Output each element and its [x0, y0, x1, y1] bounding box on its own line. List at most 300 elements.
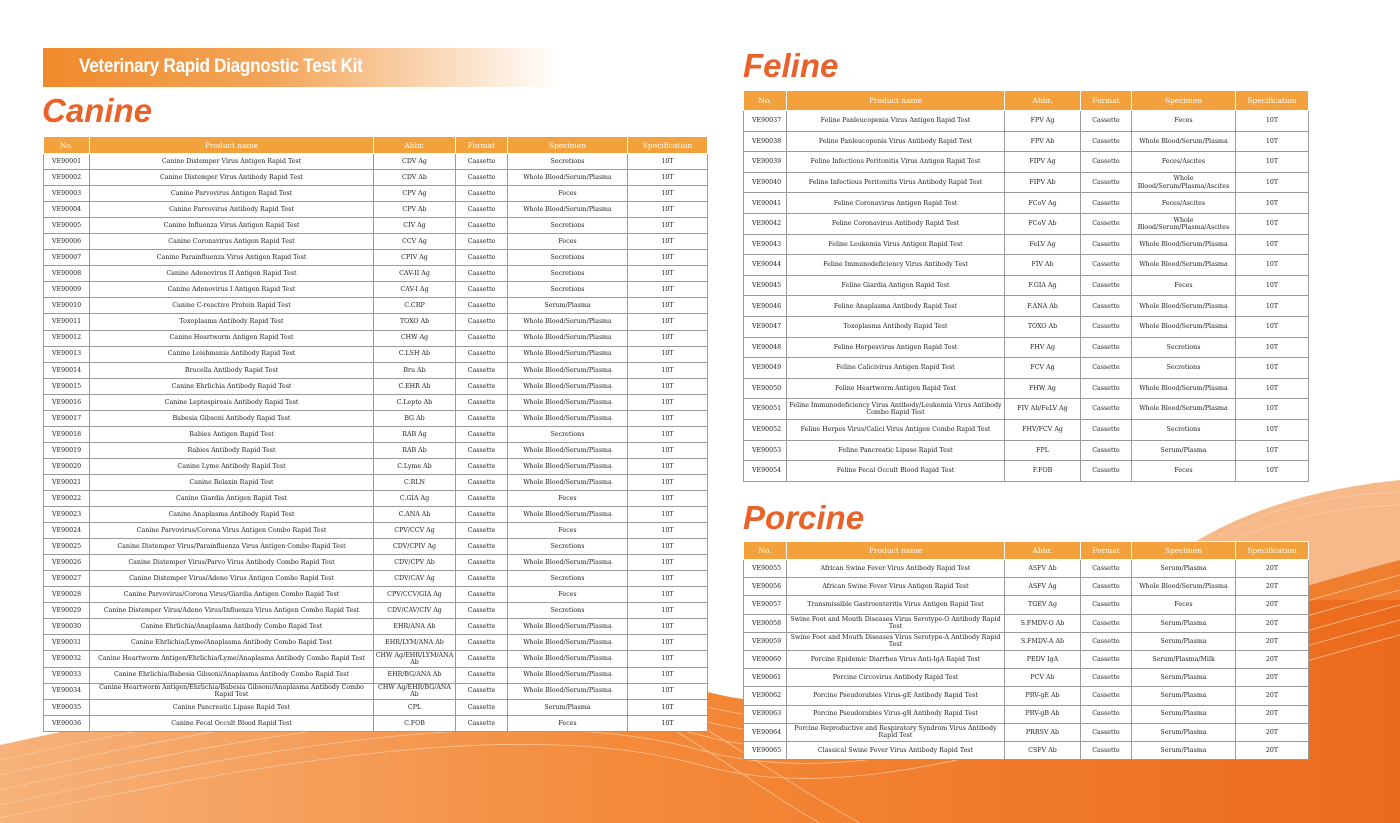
product-number: VE90001 [44, 154, 90, 170]
product-format: Cassette [1081, 461, 1132, 482]
table-row [744, 337, 1309, 358]
product-number: VE90022 [44, 490, 90, 506]
product-name: Canine Fecal Occult Blood Rapid Test [90, 715, 374, 731]
product-abbr: CIV Ag [374, 218, 456, 234]
product-specimen: Serum/Plasma [508, 699, 628, 715]
product-specimen: Feces/Ascites [1132, 152, 1236, 173]
product-specification: 10T [628, 555, 708, 571]
product-number: VE90043 [744, 234, 787, 255]
product-specimen: Whole Blood/Serum/Plasma [508, 202, 628, 218]
product-format: Cassette [456, 378, 508, 394]
product-specimen: Secretions [508, 218, 628, 234]
product-abbr: CSFV Ab [1005, 741, 1081, 759]
product-format: Cassette [456, 314, 508, 330]
product-abbr: CPV Ag [374, 186, 456, 202]
product-number: VE90011 [44, 314, 90, 330]
table-row [44, 426, 708, 442]
product-specification: 20T [1236, 687, 1309, 705]
product-name: Feline Coronavirus Antigen Rapid Test [787, 193, 1005, 214]
table-row [44, 603, 708, 619]
table-row [744, 378, 1309, 399]
product-format: Cassette [456, 474, 508, 490]
product-specimen: Serum/Plasma [1132, 741, 1236, 759]
product-abbr: C.LSH Ab [374, 346, 456, 362]
product-format: Cassette [456, 715, 508, 731]
table-row [744, 234, 1309, 255]
product-number: VE90034 [44, 683, 90, 699]
product-number: VE90014 [44, 362, 90, 378]
table-row [44, 170, 708, 186]
product-specification: 10T [628, 426, 708, 442]
col-product-name-header: Product name [90, 137, 374, 154]
product-abbr: PEDV IgA [1005, 650, 1081, 668]
product-name: Canine Parvovirus/Corona Virus/Giardia Antigen Combo Rapid Test [90, 587, 374, 603]
product-format: Cassette [456, 539, 508, 555]
table-row [744, 255, 1309, 276]
product-specimen: Whole Blood/Serum/Plasma [508, 507, 628, 523]
col-no-header: No. [744, 91, 787, 111]
product-number: VE90024 [44, 523, 90, 539]
product-name: Canine Distemper Virus Antibody Rapid Test [90, 170, 374, 186]
product-specification: 10T [628, 587, 708, 603]
product-specimen: Feces [508, 587, 628, 603]
product-abbr: EHR/LYM/ANA Ab [374, 635, 456, 651]
product-number: VE90052 [744, 419, 787, 440]
product-abbr: CHW Ag/EHR/LYM/ANA Ab [374, 651, 456, 667]
table-row [44, 523, 708, 539]
product-specification: 10T [628, 362, 708, 378]
product-name: Canine Heartworm Antigen/Ehrlichia/Lyme/Anaplasma Antibody Combo Rapid Test [90, 651, 374, 667]
product-number: VE90039 [744, 152, 787, 173]
product-name: Canine Leptospirosis Antibody Rapid Test [90, 394, 374, 410]
col-format-header: Format [1081, 91, 1132, 111]
product-specimen: Whole Blood/Serum/Plasma [508, 362, 628, 378]
product-number: VE90063 [744, 705, 787, 723]
product-name: Canine Parvovirus Antigen Rapid Test [90, 186, 374, 202]
product-specification: 10T [628, 266, 708, 282]
col-format-header: Format [1081, 542, 1132, 560]
product-number: VE90018 [44, 426, 90, 442]
product-number: VE90025 [44, 539, 90, 555]
product-number: VE90012 [44, 330, 90, 346]
product-name: Canine Ehrlichia Antibody Rapid Test [90, 378, 374, 394]
product-format: Cassette [1081, 440, 1132, 461]
product-specimen: Secretions [1132, 337, 1236, 358]
product-specification: 10T [628, 410, 708, 426]
product-abbr: FIPV Ag [1005, 152, 1081, 173]
product-abbr: FPV Ag [1005, 111, 1081, 132]
product-specimen: Whole Blood/Serum/Plasma [508, 667, 628, 683]
table-row [44, 298, 708, 314]
product-specimen: Whole Blood/Serum/Plasma [508, 330, 628, 346]
product-name: Toxoplasma Antibody Rapid Test [787, 316, 1005, 337]
product-format: Cassette [456, 234, 508, 250]
table-row [44, 250, 708, 266]
product-abbr: CHW Ag [374, 330, 456, 346]
product-specification: 10T [628, 170, 708, 186]
table-row [44, 218, 708, 234]
product-name: African Swine Fever Virus Antigen Rapid Test [787, 578, 1005, 596]
product-name: Porcine Pseudorabies Virus-gE Antibody Rapid Test [787, 687, 1005, 705]
product-format: Cassette [1081, 632, 1132, 650]
product-number: VE90004 [44, 202, 90, 218]
table-row [44, 490, 708, 506]
table-header-row [744, 542, 1309, 560]
table-row [44, 571, 708, 587]
table-row [744, 560, 1309, 578]
product-format: Cassette [456, 250, 508, 266]
table-row [44, 234, 708, 250]
product-specification: 20T [1236, 596, 1309, 614]
product-number: VE90045 [744, 275, 787, 296]
product-name: Feline Giardia Antigen Rapid Test [787, 275, 1005, 296]
product-number: VE90038 [744, 131, 787, 152]
product-specimen: Whole Blood/Serum/Plasma [508, 635, 628, 651]
table-row [744, 687, 1309, 705]
product-specification: 10T [628, 442, 708, 458]
product-format: Cassette [1081, 337, 1132, 358]
product-specification: 10T [628, 378, 708, 394]
product-specimen: Serum/Plasma [1132, 614, 1236, 632]
product-name: Babesia Gibsoni Antibody Rapid Test [90, 410, 374, 426]
product-specimen: Feces [1132, 596, 1236, 614]
product-specimen: Feces [508, 186, 628, 202]
product-number: VE90053 [744, 440, 787, 461]
product-specification: 10T [628, 635, 708, 651]
page-title: Veterinary Rapid Diagnostic Test Kit [79, 56, 363, 77]
col-specimen-header: Specimen [1132, 91, 1236, 111]
product-abbr: PCV Ab [1005, 669, 1081, 687]
product-name: Canine Heartworm Antigen/Ehrlichia/Babesia Gibsoni/Anaplasma Antibody Combo Rapid Test [90, 683, 374, 699]
product-specification: 10T [1236, 316, 1309, 337]
product-format: Cassette [1081, 275, 1132, 296]
product-specification: 10T [1236, 255, 1309, 276]
table-row [44, 394, 708, 410]
product-abbr: CPL [374, 699, 456, 715]
product-specification: 20T [1236, 614, 1309, 632]
product-format: Cassette [1081, 131, 1132, 152]
product-abbr: CDV/CPIV Ag [374, 539, 456, 555]
product-specimen: Secretions [508, 571, 628, 587]
product-format: Cassette [456, 410, 508, 426]
product-number: VE90048 [744, 337, 787, 358]
product-name: Feline Immunodeficiency Virus Antibody/Leukemia Virus Antibody Combo Rapid Test [787, 399, 1005, 420]
product-format: Cassette [456, 699, 508, 715]
product-specification: 10T [628, 683, 708, 699]
product-specification: 10T [1236, 172, 1309, 193]
table-row [44, 266, 708, 282]
product-specification: 10T [628, 218, 708, 234]
product-abbr: FCoV Ag [1005, 193, 1081, 214]
product-number: VE90046 [744, 296, 787, 317]
product-number: VE90035 [44, 699, 90, 715]
product-name: Feline Anaplasma Antibody Rapid Test [787, 296, 1005, 317]
product-specimen: Secretions [508, 603, 628, 619]
product-specification: 10T [628, 458, 708, 474]
product-abbr: CPV/CCV/GIA Ag [374, 587, 456, 603]
product-name: Canine Lyme Antibody Rapid Test [90, 458, 374, 474]
product-name: Canine Ehrlichia/Babesia Gibsoni/Anaplasma Antibody Combo Rapid Test [90, 667, 374, 683]
product-abbr: RAB Ag [374, 426, 456, 442]
product-specification: 10T [628, 250, 708, 266]
product-abbr: FIPV Ab [1005, 172, 1081, 193]
product-name: Canine Distemper Virus Antigen Rapid Test [90, 154, 374, 170]
product-specimen: Serum/Plasma [1132, 632, 1236, 650]
product-name: Feline Panleucopenia Virus Antigen Rapid Test [787, 111, 1005, 132]
product-specification: 10T [1236, 152, 1309, 173]
product-name: Canine Distemper Virus/Parvo Virus Antibody Combo Rapid Test [90, 555, 374, 571]
product-specimen: Feces [508, 234, 628, 250]
porcine-section-title: Porcine [743, 499, 865, 536]
product-format: Cassette [456, 603, 508, 619]
table-row [744, 275, 1309, 296]
product-format: Cassette [1081, 399, 1132, 420]
product-number: VE90057 [744, 596, 787, 614]
product-name: Swine Foot and Mouth Diseases Virus Serotype-O Antibody Rapid Test [787, 614, 1005, 632]
table-row [44, 362, 708, 378]
product-specification: 20T [1236, 560, 1309, 578]
product-specimen: Whole Blood/Serum/Plasma [1132, 255, 1236, 276]
product-name: Feline Calicivirus Antigen Rapid Test [787, 358, 1005, 379]
product-number: VE90051 [744, 399, 787, 420]
canine-section-title: Canine [42, 92, 153, 129]
product-abbr: CDV/CAV Ag [374, 571, 456, 587]
product-number: VE90005 [44, 218, 90, 234]
col-no-header: No. [44, 137, 90, 154]
table-row [44, 458, 708, 474]
product-specification: 20T [1236, 578, 1309, 596]
product-abbr: ASFV Ag [1005, 578, 1081, 596]
product-specimen: Feces/Ascites [1132, 193, 1236, 214]
product-format: Cassette [456, 218, 508, 234]
product-format: Cassette [456, 266, 508, 282]
product-format: Cassette [1081, 419, 1132, 440]
product-format: Cassette [1081, 193, 1132, 214]
table-row [744, 316, 1309, 337]
product-format: Cassette [456, 490, 508, 506]
product-specimen: Secretions [508, 266, 628, 282]
product-format: Cassette [1081, 560, 1132, 578]
product-abbr: S.FMDV-A Ab [1005, 632, 1081, 650]
porcine-product-table [743, 541, 1309, 760]
product-number: VE90062 [744, 687, 787, 705]
table-row [44, 410, 708, 426]
product-abbr: C.CRP [374, 298, 456, 314]
product-number: VE90047 [744, 316, 787, 337]
product-format: Cassette [1081, 596, 1132, 614]
product-abbr: C.FOB [374, 715, 456, 731]
product-format: Cassette [456, 202, 508, 218]
product-specimen: Whole Blood/Serum/Plasma [508, 458, 628, 474]
product-specification: 10T [1236, 193, 1309, 214]
product-abbr: F.GIA Ag [1005, 275, 1081, 296]
product-specimen: Serum/Plasma [1132, 723, 1236, 741]
product-abbr: C.GIA Ag [374, 490, 456, 506]
product-specification: 10T [1236, 296, 1309, 317]
product-specification: 10T [1236, 213, 1309, 234]
product-abbr: C.ANA Ab [374, 507, 456, 523]
product-abbr: S.FMDV-O Ab [1005, 614, 1081, 632]
col-abbr-header: Abbr. [374, 137, 456, 154]
table-row [44, 346, 708, 362]
product-abbr: EHR/ANA Ab [374, 619, 456, 635]
product-format: Cassette [1081, 687, 1132, 705]
table-row [44, 555, 708, 571]
product-specification: 20T [1236, 723, 1309, 741]
product-number: VE90013 [44, 346, 90, 362]
product-format: Cassette [1081, 578, 1132, 596]
table-row [44, 202, 708, 218]
table-row [44, 539, 708, 555]
product-specimen: Serum/Plasma [1132, 560, 1236, 578]
product-specification: 20T [1236, 705, 1309, 723]
table-row [44, 619, 708, 635]
table-row [744, 578, 1309, 596]
product-specification: 10T [628, 330, 708, 346]
product-specimen: Serum/Plasma [508, 298, 628, 314]
product-name: Canine Ehrlichia/Anaplasma Antibody Combo Rapid Test [90, 619, 374, 635]
product-name: Canine Relaxin Rapid Test [90, 474, 374, 490]
product-number: VE90007 [44, 250, 90, 266]
product-specification: 10T [628, 346, 708, 362]
product-format: Cassette [456, 683, 508, 699]
product-specification: 10T [1236, 440, 1309, 461]
product-format: Cassette [456, 170, 508, 186]
table-row [744, 213, 1309, 234]
product-number: VE90040 [744, 172, 787, 193]
product-number: VE90065 [744, 741, 787, 759]
table-row [44, 330, 708, 346]
product-specimen: Whole Blood/Serum/Plasma [508, 474, 628, 490]
product-number: VE90031 [44, 635, 90, 651]
product-format: Cassette [1081, 213, 1132, 234]
product-abbr: CDV Ab [374, 170, 456, 186]
product-specimen: Secretions [508, 282, 628, 298]
product-format: Cassette [456, 330, 508, 346]
product-specification: 10T [1236, 275, 1309, 296]
table-row [44, 474, 708, 490]
product-name: Rabies Antigen Rapid Test [90, 426, 374, 442]
product-specification: 10T [628, 603, 708, 619]
product-specimen: Whole Blood/Serum/Plasma [508, 555, 628, 571]
product-format: Cassette [1081, 172, 1132, 193]
product-number: VE90019 [44, 442, 90, 458]
col-no-header: No. [744, 542, 787, 560]
table-row [744, 131, 1309, 152]
product-format: Cassette [456, 651, 508, 667]
product-number: VE90020 [44, 458, 90, 474]
product-format: Cassette [456, 571, 508, 587]
product-number: VE90021 [44, 474, 90, 490]
product-specification: 10T [628, 619, 708, 635]
table-row [744, 152, 1309, 173]
product-abbr: CDV/CAV/CIV Ag [374, 603, 456, 619]
product-number: VE90023 [44, 507, 90, 523]
table-row [744, 419, 1309, 440]
product-name: African Swine Fever Virus Antibody Rapid Test [787, 560, 1005, 578]
product-format: Cassette [1081, 378, 1132, 399]
product-abbr: F.ANA Ab [1005, 296, 1081, 317]
product-format: Cassette [456, 298, 508, 314]
table-row [744, 461, 1309, 482]
table-row [44, 651, 708, 667]
product-name: Canine Ehrlichia/Lyme/Anaplasma Antibody Combo Rapid Test [90, 635, 374, 651]
product-abbr: F.FOB [1005, 461, 1081, 482]
product-name: Canine Heartworm Antigen Rapid Test [90, 330, 374, 346]
product-specimen: Whole Blood/Serum/Plasma [508, 378, 628, 394]
product-number: VE90029 [44, 603, 90, 619]
product-specification: 10T [628, 699, 708, 715]
product-name: Feline Heartworm Antigen Rapid Test [787, 378, 1005, 399]
product-number: VE90033 [44, 667, 90, 683]
product-abbr: BG Ab [374, 410, 456, 426]
product-number: VE90055 [744, 560, 787, 578]
product-format: Cassette [456, 523, 508, 539]
product-format: Cassette [456, 442, 508, 458]
product-format: Cassette [456, 458, 508, 474]
product-number: VE90036 [44, 715, 90, 731]
product-specification: 10T [628, 667, 708, 683]
product-abbr: PRRSV Ab [1005, 723, 1081, 741]
table-row [744, 723, 1309, 741]
product-specimen: Whole Blood/Serum/Plasma [508, 346, 628, 362]
product-specimen: Feces [508, 490, 628, 506]
product-specimen: Whole Blood/Serum/Plasma [508, 394, 628, 410]
table-row [744, 669, 1309, 687]
product-specimen: Secretions [508, 539, 628, 555]
product-number: VE90027 [44, 571, 90, 587]
product-specimen: Serum/Plasma [1132, 705, 1236, 723]
product-number: VE90032 [44, 651, 90, 667]
product-specification: 10T [628, 298, 708, 314]
table-row [744, 741, 1309, 759]
product-name: Feline Immunodeficiency Virus Antibody Test [787, 255, 1005, 276]
product-name: Canine Parvovirus/Corona Virus Antigen Combo Rapid Test [90, 523, 374, 539]
table-row [44, 667, 708, 683]
product-specimen: Secretions [1132, 358, 1236, 379]
product-specimen: Feces [1132, 275, 1236, 296]
table-row [44, 699, 708, 715]
product-specimen: Whole Blood/Serum/Plasma/Ascites [1132, 213, 1236, 234]
table-row [44, 683, 708, 699]
product-specification: 10T [628, 539, 708, 555]
product-format: Cassette [456, 587, 508, 603]
product-specimen: Whole Blood/Serum/Plasma [508, 619, 628, 635]
table-row [44, 507, 708, 523]
product-specimen: Serum/Plasma [1132, 440, 1236, 461]
product-specimen: Secretions [1132, 419, 1236, 440]
product-name: Feline Panleucopenia Virus Antibody Rapid Test [787, 131, 1005, 152]
product-name: Classical Swine Fever Virus Antibody Rapid Test [787, 741, 1005, 759]
product-number: VE90049 [744, 358, 787, 379]
product-specification: 20T [1236, 669, 1309, 687]
col-product-name-header: Product name [787, 91, 1005, 111]
product-abbr: FeLV Ag [1005, 234, 1081, 255]
product-number: VE90008 [44, 266, 90, 282]
product-specimen: Whole Blood/Serum/Plasma [1132, 131, 1236, 152]
product-format: Cassette [456, 555, 508, 571]
product-name: Feline Infectious Peritonitis Virus Antibody Rapid Test [787, 172, 1005, 193]
product-specification: 10T [1236, 399, 1309, 420]
product-specification: 10T [628, 571, 708, 587]
product-specimen: Whole Blood/Serum/Plasma [1132, 316, 1236, 337]
product-number: VE90026 [44, 555, 90, 571]
product-specimen: Feces [508, 715, 628, 731]
product-abbr: CDV/CPV Ab [374, 555, 456, 571]
product-abbr: TOXO Ab [1005, 316, 1081, 337]
product-name: Rabies Antibody Rapid Test [90, 442, 374, 458]
canine-product-table [43, 136, 708, 732]
